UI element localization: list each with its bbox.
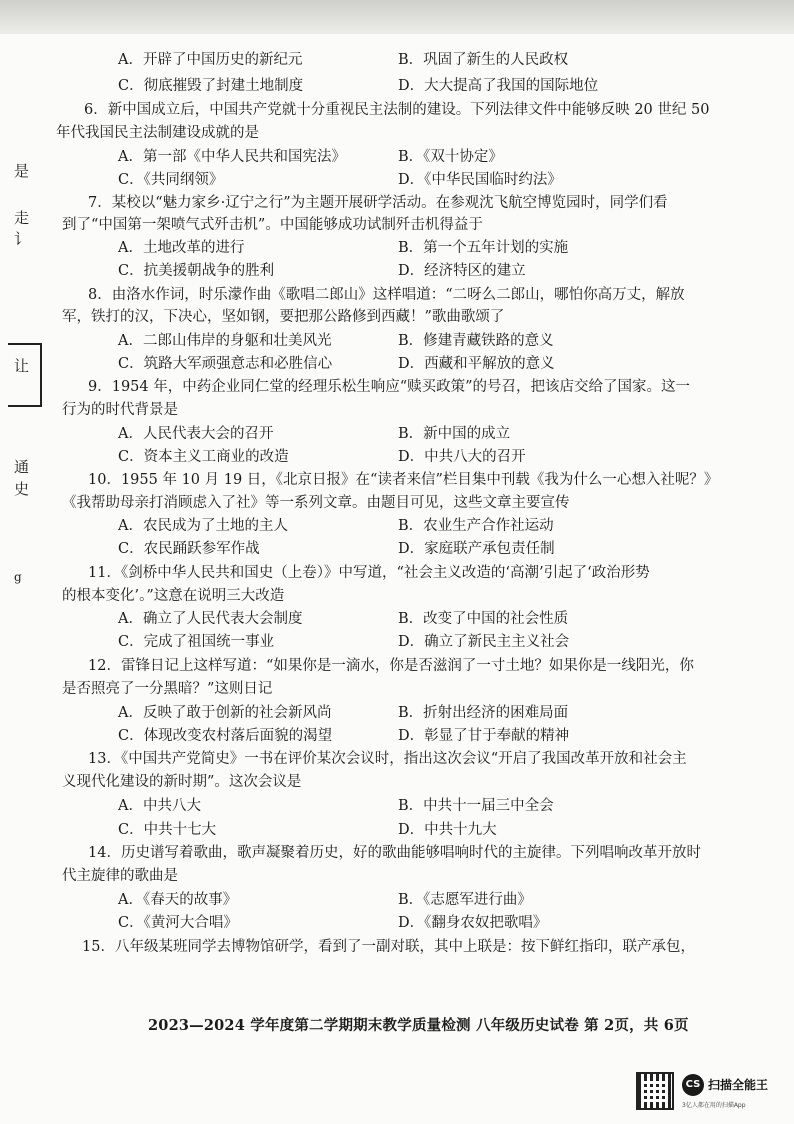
margin-char: 讠 (14, 230, 30, 248)
option-a: A．反映了敢于创新的社会新风尚 (118, 705, 332, 721)
binding-margin (0, 0, 50, 1124)
option-b: B．巩固了新生的人民政权 (398, 52, 569, 68)
option-c: C．中共十七大 (118, 822, 217, 838)
option-d: D．家庭联产承包责任制 (398, 541, 555, 557)
option-d: D．大大提高了我国的国际地位 (398, 78, 599, 94)
option-b: B．第一个五年计划的实施 (398, 240, 569, 256)
option-c: C．筑路大军顽强意志和必胜信心 (118, 356, 333, 372)
option-d: D．《翻身农奴把歌唱》 (398, 915, 548, 931)
option-a: A．人民代表大会的召开 (118, 426, 274, 442)
question-7-stem-cont: 到了“中国第一架喷气式歼击机”。中国能够成功试制歼击机得益于 (62, 217, 483, 233)
option-c: C．农民踊跃参军作战 (118, 541, 260, 557)
question-8-stem-cont: 军，铁打的汉，下决心，坚如钢，要把那公路修到西藏！”歌曲歌颂了 (62, 309, 505, 325)
option-d: D．确立了新民主主义社会 (398, 634, 570, 650)
question-13-stem-cont: 义现代化建设的新时期”。这次会议是 (62, 774, 302, 790)
question-6-stem-cont: 年代我国民主法制建设成就的是 (56, 125, 259, 141)
camscanner-logo: CS (682, 1074, 704, 1096)
question-10-stem: 10．1955 年 10 月 19 日，《北京日报》在“读者来信”栏目集中刊载《我为什么一心想入社呢？》 (88, 472, 719, 488)
option-d: D．彰显了甘于奉献的精神 (398, 728, 570, 744)
question-14-stem: 14．历史谱写着歌曲，歌声凝聚着历史，好的歌曲能够唱响时代的主旋律。下列唱响改革开放时 (88, 845, 701, 861)
option-c: C．完成了祖国统一事业 (118, 634, 275, 650)
option-d: D．经济特区的建立 (398, 263, 526, 279)
question-8-stem: 8．由洛水作词，时乐濛作曲《歌唱二郎山》这样唱道：“二呀么二郎山，哪怕你高万丈，解放 (88, 287, 685, 303)
option-a: A．《春天的故事》 (118, 892, 238, 908)
option-b: B．折射出经济的困难局面 (398, 705, 569, 721)
margin-char: 是 (14, 162, 30, 180)
option-c: C．体现改变农村落后面貌的渴望 (118, 728, 333, 744)
scanner-watermark (632, 1070, 782, 1114)
question-15-stem: 15．八年级某班同学去博物馆研学，看到了一副对联，其中上联是：按下鲜红指印，联产承包， (82, 939, 695, 955)
option-c: C．抗美援朝战争的胜利 (118, 263, 275, 279)
question-9-stem: 9．1954 年，中药企业同仁堂的经理乐松生响应“赎买政策”的号召，把该店交给了国家。这一 (88, 379, 691, 395)
margin-char: g (14, 570, 22, 584)
option-b: B．中共十一届三中全会 (398, 798, 554, 814)
option-b: B．新中国的成立 (398, 426, 511, 442)
option-c: C．资本主义工商业的改造 (118, 449, 289, 465)
option-a: A．开辟了中国历史的新纪元 (118, 52, 303, 68)
option-a: A．第一部《中华人民共和国宪法》 (118, 149, 346, 165)
option-d: D．西藏和平解放的意义 (398, 356, 555, 372)
margin-char: 通 (14, 458, 30, 476)
option-a: A．土地改革的进行 (118, 240, 245, 256)
option-d: D．《中华民国临时约法》 (398, 172, 562, 188)
option-d: D．中共十九大 (398, 822, 497, 838)
question-12-stem: 12．雷锋日记上这样写道：“如果你是一滴水，你是否滋润了一寸土地？如果你是一线阳光，你 (88, 658, 694, 674)
option-a: A．二郎山伟岸的身躯和壮美风光 (118, 333, 332, 349)
margin-char: 走 (14, 209, 30, 227)
option-a: A．确立了人民代表大会制度 (118, 611, 303, 627)
option-c: C．彻底摧毁了封建土地制度 (118, 78, 304, 94)
margin-char: 史 (14, 480, 30, 498)
option-d: D．中共八大的召开 (398, 449, 526, 465)
qr-code-icon (636, 1072, 674, 1110)
option-a: A．农民成为了土地的主人 (118, 518, 288, 534)
question-7-stem: 7．某校以“魅力家乡·辽宁之行”为主题开展研学活动。在参观沈飞航空博览园时，同学们看 (88, 195, 668, 211)
question-11-stem-cont: 的根本变化’。”这意在说明三大改造 (62, 588, 285, 604)
question-11-stem: 11．《剑桥中华人民共和国史（上卷）》中写道，“社会主义改造的‘高潮’引起了‘政治形势 (88, 565, 650, 581)
question-6-stem: 6．新中国成立后，中国共产党就十分重视民主法制的建设。下列法律文件中能够反映 20 世纪 50 (84, 102, 710, 118)
option-b: B．农业生产合作社运动 (398, 518, 554, 534)
scan-top-shadow (0, 0, 794, 34)
option-b: B．改变了中国的社会性质 (398, 611, 569, 627)
margin-line (40, 343, 42, 407)
margin-char: 让 (14, 357, 30, 375)
option-b: B．《双十协定》 (398, 149, 503, 165)
option-b: B．《志愿军进行曲》 (398, 892, 532, 908)
question-10-stem-cont: 《我帮助母亲打消顾虑入了社》等一系列文章。由题目可见，这些文章主要宣传 (62, 495, 570, 511)
question-12-stem-cont: 是否照亮了一分黑暗？”这则日记 (62, 681, 273, 697)
question-14-stem-cont: 代主旋律的歌曲是 (62, 868, 178, 884)
option-a: A．中共八大 (118, 798, 201, 814)
option-c: C．《黄河大合唱》 (118, 915, 238, 931)
question-9-stem-cont: 行为的时代背景是 (62, 402, 178, 418)
page-footer: 2023—2024 学年度第二学期期末教学质量检测 八年级历史试卷 第 2页，共 6页 (148, 1017, 689, 1034)
option-b: B．修建青藏铁路的意义 (398, 333, 554, 349)
option-c: C．《共同纲领》 (118, 172, 224, 188)
camscanner-tagline: 3亿人都在用的扫描App (682, 1102, 746, 1109)
camscanner-name: 扫描全能王 (708, 1078, 769, 1092)
question-13-stem: 13．《中国共产党简史》一书在评价某次会议时，指出这次会议“开启了我国改革开放和社会主 (88, 751, 687, 767)
